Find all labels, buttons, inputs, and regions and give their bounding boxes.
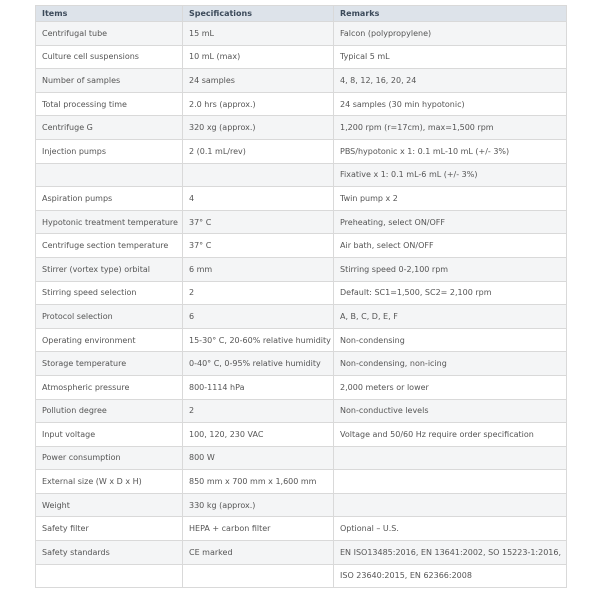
cell-specification	[183, 163, 334, 187]
cell-remark: Fixative x 1: 0.1 mL-6 mL (+/- 3%)	[334, 163, 567, 187]
cell-specification: 24 samples	[183, 69, 334, 93]
cell-specification: 0-40° C, 0-95% relative humidity	[183, 352, 334, 376]
cell-remark: Typical 5 mL	[334, 45, 567, 69]
cell-item: Centrifuge G	[36, 116, 183, 140]
cell-specification: 850 mm x 700 mm x 1,600 mm	[183, 470, 334, 494]
cell-item: Total processing time	[36, 92, 183, 116]
cell-specification: 2	[183, 399, 334, 423]
cell-specification: 320 xg (approx.)	[183, 116, 334, 140]
cell-specification: 2	[183, 281, 334, 305]
cell-specification	[183, 564, 334, 588]
table-row	[36, 281, 567, 305]
cell-item: Stirrer (vortex type) orbital	[36, 257, 183, 281]
table-row	[36, 210, 567, 234]
cell-specification: 15-30° C, 20-60% relative humidity	[183, 328, 334, 352]
cell-item: Operating environment	[36, 328, 183, 352]
cell-item: Input voltage	[36, 423, 183, 447]
cell-specification: 4	[183, 187, 334, 211]
cell-remark	[334, 493, 567, 517]
cell-remark: Optional – U.S.	[334, 517, 567, 541]
table-row	[36, 517, 567, 541]
table-row	[36, 257, 567, 281]
cell-item: Protocol selection	[36, 305, 183, 329]
cell-remark: Air bath, select ON/OFF	[334, 234, 567, 258]
cell-specification: 2.0 hrs (approx.)	[183, 92, 334, 116]
table-row	[36, 541, 567, 565]
cell-item: Centrifuge section temperature	[36, 234, 183, 258]
cell-remark: Twin pump x 2	[334, 187, 567, 211]
table-row	[36, 139, 567, 163]
cell-remark: PBS/hypotonic x 1: 0.1 mL-10 mL (+/- 3%)	[334, 139, 567, 163]
table-row	[36, 69, 567, 93]
cell-specification: 100, 120, 230 VAC	[183, 423, 334, 447]
cell-specification: CE marked	[183, 541, 334, 565]
cell-item: Stirring speed selection	[36, 281, 183, 305]
table-row	[36, 45, 567, 69]
table-row	[36, 470, 567, 494]
cell-specification: 330 kg (approx.)	[183, 493, 334, 517]
cell-specification: 37° C	[183, 210, 334, 234]
cell-remark: Default: SC1=1,500, SC2= 2,100 rpm	[334, 281, 567, 305]
cell-item: Injection pumps	[36, 139, 183, 163]
table-row	[36, 423, 567, 447]
cell-remark: Non-condensing	[334, 328, 567, 352]
table-row	[36, 92, 567, 116]
cell-specification: 800-1114 hPa	[183, 375, 334, 399]
cell-remark: 2,000 meters or lower	[334, 375, 567, 399]
cell-specification: 37° C	[183, 234, 334, 258]
table-row	[36, 493, 567, 517]
cell-item: Pollution degree	[36, 399, 183, 423]
cell-item: Hypotonic treatment temperature	[36, 210, 183, 234]
cell-item	[36, 163, 183, 187]
table-row	[36, 399, 567, 423]
cell-remark	[334, 470, 567, 494]
cell-remark	[334, 446, 567, 470]
cell-remark: Stirring speed 0-2,100 rpm	[334, 257, 567, 281]
table-row	[36, 234, 567, 258]
table-body	[36, 22, 567, 588]
table-row	[36, 22, 567, 46]
table-row	[36, 375, 567, 399]
cell-remark: Voltage and 50/60 Hz require order specification	[334, 423, 567, 447]
cell-item: Power consumption	[36, 446, 183, 470]
cell-item: Safety filter	[36, 517, 183, 541]
cell-item: Atmospheric pressure	[36, 375, 183, 399]
table-row	[36, 328, 567, 352]
cell-specification: 6 mm	[183, 257, 334, 281]
cell-specification: 15 mL	[183, 22, 334, 46]
table-row	[36, 116, 567, 140]
cell-item: Safety standards	[36, 541, 183, 565]
cell-item: Culture cell suspensions	[36, 45, 183, 69]
table-row	[36, 305, 567, 329]
cell-item: External size (W x D x H)	[36, 470, 183, 494]
header-items: Items	[36, 6, 183, 22]
cell-remark: 4, 8, 12, 16, 20, 24	[334, 69, 567, 93]
cell-remark: 1,200 rpm (r=17cm), max=1,500 rpm	[334, 116, 567, 140]
cell-remark: EN ISO13485:2016, EN 13641:2002, SO 15223-1:2016,	[334, 541, 567, 565]
cell-specification: 6	[183, 305, 334, 329]
cell-specification: HEPA + carbon filter	[183, 517, 334, 541]
cell-item	[36, 564, 183, 588]
cell-item: Centrifugal tube	[36, 22, 183, 46]
specifications-table	[35, 5, 567, 588]
cell-remark: Non-condensing, non-icing	[334, 352, 567, 376]
cell-specification: 800 W	[183, 446, 334, 470]
table-row	[36, 187, 567, 211]
cell-item: Storage temperature	[36, 352, 183, 376]
cell-remark: Non-conductive levels	[334, 399, 567, 423]
table-row	[36, 564, 567, 588]
cell-remark: A, B, C, D, E, F	[334, 305, 567, 329]
table-row	[36, 352, 567, 376]
cell-specification: 10 mL (max)	[183, 45, 334, 69]
table-header-row	[36, 6, 567, 22]
cell-remark: Preheating, select ON/OFF	[334, 210, 567, 234]
spec-table-container	[35, 5, 566, 588]
cell-specification: 2 (0.1 mL/rev)	[183, 139, 334, 163]
table-row	[36, 446, 567, 470]
header-specifications: Specifications	[183, 6, 334, 22]
cell-item: Aspiration pumps	[36, 187, 183, 211]
table-row	[36, 163, 567, 187]
header-remarks: Remarks	[334, 6, 567, 22]
cell-item: Weight	[36, 493, 183, 517]
cell-remark: Falcon (polypropylene)	[334, 22, 567, 46]
cell-item: Number of samples	[36, 69, 183, 93]
cell-remark: 24 samples (30 min hypotonic)	[334, 92, 567, 116]
cell-remark: ISO 23640:2015, EN 62366:2008	[334, 564, 567, 588]
